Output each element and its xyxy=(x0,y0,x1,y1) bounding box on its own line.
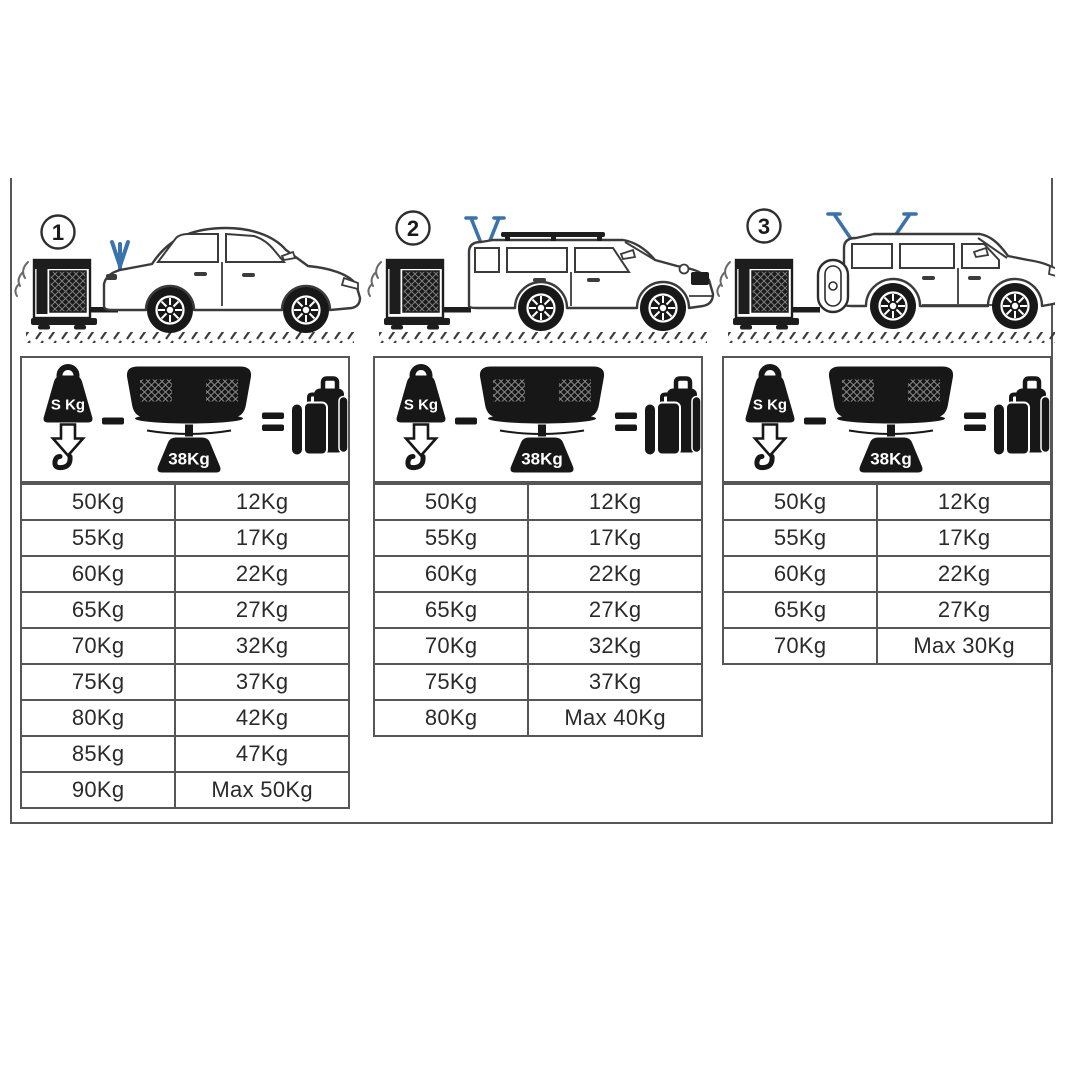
towbar-capacity-label: S Kg xyxy=(752,396,788,414)
carrier-on-scale-icon xyxy=(829,367,953,473)
luggage-weight-cell: 37Kg xyxy=(175,664,349,700)
carrier-on-scale-icon xyxy=(127,367,251,473)
towbar-load-cell: 75Kg xyxy=(21,664,175,700)
towbar-load-cell: 55Kg xyxy=(21,520,175,556)
table-row xyxy=(723,592,1051,628)
carrier-weight-label: 38Kg xyxy=(168,449,210,469)
ground-hatch xyxy=(379,332,707,343)
towbar-load-cell: 60Kg xyxy=(723,556,877,592)
carrier-weight-label: 38Kg xyxy=(521,449,563,469)
towbar-weight-icon xyxy=(746,367,795,423)
table-row xyxy=(21,664,349,700)
ground-hatch xyxy=(728,332,1055,343)
front-wheel xyxy=(640,285,686,331)
towbar-load-cell: 55Kg xyxy=(723,520,877,556)
step-badge-2 xyxy=(397,212,430,245)
luggage-weight-cell: 17Kg xyxy=(877,520,1051,556)
luggage-weight-cell: 32Kg xyxy=(175,628,349,664)
down-arrow-icon xyxy=(406,425,436,456)
luggage-weight-cell: 32Kg xyxy=(528,628,702,664)
weight-formula-box xyxy=(373,356,703,483)
equals-icon xyxy=(262,413,284,432)
capacity-table-2 xyxy=(373,483,703,737)
towbar-weight-icon xyxy=(44,367,93,423)
minus-icon xyxy=(455,418,477,425)
table-row xyxy=(21,520,349,556)
rear-wheel xyxy=(870,283,916,329)
luggage-weight-cell: 12Kg xyxy=(528,484,702,520)
luggage-weight-cell: 27Kg xyxy=(175,592,349,628)
luggage-weight-cell: Max 30Kg xyxy=(877,628,1051,664)
towbar-weight-icon xyxy=(397,367,446,423)
towbar-load-cell: 85Kg xyxy=(21,736,175,772)
luggage-weight-cell: Max 40Kg xyxy=(528,700,702,736)
front-wheel xyxy=(283,287,329,333)
table-row xyxy=(21,592,349,628)
table-row xyxy=(374,664,702,700)
towbar-load-cell: 70Kg xyxy=(374,628,528,664)
diagram-frame xyxy=(10,178,1053,824)
luggage-weight-cell: 22Kg xyxy=(528,556,702,592)
towbar-capacity-label: S Kg xyxy=(50,396,86,414)
vehicle-suv-roofrack xyxy=(368,212,713,344)
vehicle-4x4-spare xyxy=(717,210,1055,344)
rear-wheel xyxy=(518,285,564,331)
towbar-load-cell: 65Kg xyxy=(723,592,877,628)
weight-formula-box xyxy=(20,356,350,483)
towbar-load-cell: 55Kg xyxy=(374,520,528,556)
towbar-load-cell: 80Kg xyxy=(374,700,528,736)
towbar-load-cell: 90Kg xyxy=(21,772,175,808)
towbar-load-cell: 70Kg xyxy=(723,628,877,664)
towbar-load-cell: 60Kg xyxy=(374,556,528,592)
luggage-weight-cell: 22Kg xyxy=(877,556,1051,592)
luggage-weight-cell: 47Kg xyxy=(175,736,349,772)
luggage-weight-cell: 22Kg xyxy=(175,556,349,592)
table-row xyxy=(21,556,349,592)
table-row xyxy=(374,628,702,664)
vehicle-sedan xyxy=(15,216,360,344)
capacity-table-1 xyxy=(20,483,350,809)
table-row xyxy=(374,520,702,556)
towbar-load-cell: 50Kg xyxy=(723,484,877,520)
luggage-weight-cell: 12Kg xyxy=(175,484,349,520)
capacity-table-3 xyxy=(722,483,1052,665)
equals-icon xyxy=(615,413,637,432)
table-row xyxy=(21,772,349,808)
table-row xyxy=(374,484,702,520)
down-arrow-icon xyxy=(755,425,785,456)
table-row xyxy=(374,700,702,736)
table-row xyxy=(21,700,349,736)
towball-hook-icon xyxy=(55,457,70,468)
table-row xyxy=(21,736,349,772)
minus-icon xyxy=(102,418,124,425)
spare-wheel-icon xyxy=(818,260,848,312)
luggage-weight-cell: 17Kg xyxy=(175,520,349,556)
luggage-icon xyxy=(994,379,1050,455)
minus-icon xyxy=(804,418,826,425)
capacity-panel-3 xyxy=(722,356,1052,665)
luggage-weight-cell: 27Kg xyxy=(528,592,702,628)
step-badge-1 xyxy=(42,216,75,249)
towball-hook-icon xyxy=(757,457,772,468)
luggage-icon xyxy=(292,379,348,455)
equals-icon xyxy=(964,413,986,432)
carrier-weight-label: 38Kg xyxy=(870,449,912,469)
table-row xyxy=(21,484,349,520)
front-wheel xyxy=(992,283,1038,329)
cargo-carrier-icon xyxy=(368,260,471,330)
luggage-weight-cell: 37Kg xyxy=(528,664,702,700)
towbar-load-cell: 50Kg xyxy=(21,484,175,520)
towbar-load-cell: 80Kg xyxy=(21,700,175,736)
table-row xyxy=(374,592,702,628)
capacity-panel-1 xyxy=(20,356,350,809)
luggage-weight-cell: 12Kg xyxy=(877,484,1051,520)
towball-hook-icon xyxy=(408,457,423,468)
down-arrow-icon xyxy=(53,425,83,456)
carrier-on-scale-icon xyxy=(480,367,604,473)
luggage-weight-cell: Max 50Kg xyxy=(175,772,349,808)
luggage-weight-cell: 42Kg xyxy=(175,700,349,736)
luggage-weight-cell: 27Kg xyxy=(877,592,1051,628)
table-row xyxy=(723,484,1051,520)
step-badge-3 xyxy=(748,210,781,243)
cargo-carrier-icon xyxy=(15,260,118,330)
luggage-icon xyxy=(645,379,701,455)
cargo-carrier-icon xyxy=(717,260,820,330)
ground-hatch xyxy=(26,332,354,343)
towbar-load-cell: 75Kg xyxy=(374,664,528,700)
table-row xyxy=(723,556,1051,592)
towbar-load-cell: 65Kg xyxy=(21,592,175,628)
rear-wheel xyxy=(147,287,193,333)
towbar-load-cell: 60Kg xyxy=(21,556,175,592)
step-number: 2 xyxy=(406,216,420,241)
towbar-capacity-label: S Kg xyxy=(403,396,439,414)
towbar-load-cell: 70Kg xyxy=(21,628,175,664)
table-row xyxy=(21,628,349,664)
capacity-panel-2 xyxy=(373,356,703,737)
towbar-load-cell: 65Kg xyxy=(374,592,528,628)
weight-formula-box xyxy=(722,356,1052,483)
table-row xyxy=(723,628,1051,664)
table-row xyxy=(723,520,1051,556)
step-number: 1 xyxy=(51,220,65,245)
table-row xyxy=(374,556,702,592)
luggage-weight-cell: 17Kg xyxy=(528,520,702,556)
towbar-load-cell: 50Kg xyxy=(374,484,528,520)
step-number: 3 xyxy=(757,214,771,239)
